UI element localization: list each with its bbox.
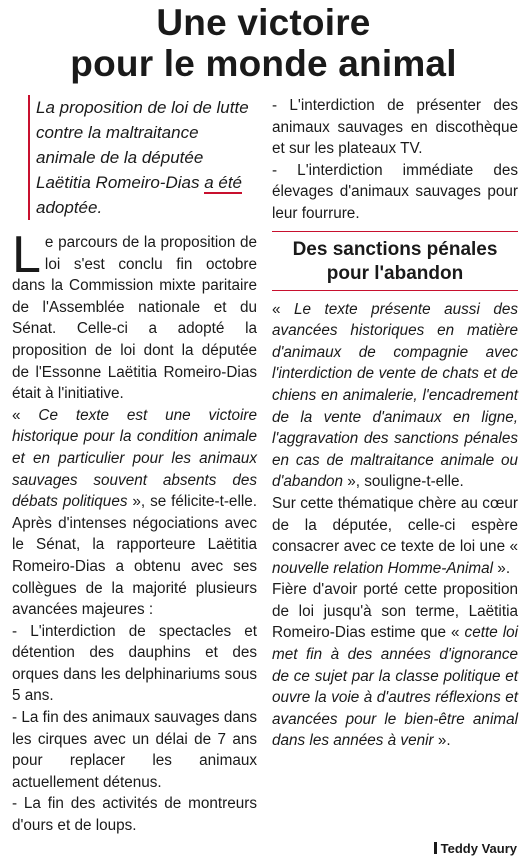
column-left [12,95,257,837]
quote-open: « [272,300,294,318]
section2-paragraph-2-end: ». [493,559,511,577]
list-item: - La fin des activités de montreurs d'ours et de loups. [12,795,257,835]
subheading-line-1: Des sanctions pénales [292,238,498,260]
list-item: - L'interdiction de spectacles et détention des dauphins et des orques dans les delphinariums sous 5 ans. [12,622,257,705]
section2-paragraph-3 [272,579,518,752]
column-right [272,95,518,752]
list-item: - L'interdiction de présenter des animaux sauvages en discothèque et sur les plateaux TV. [272,97,518,158]
body-paragraph-2 [12,405,257,621]
section2-quote-3: cette loi met fin à des années d'ignorance de ce sujet par la classe politique et ouvre la voie à d'autres réflexions et avancées pour le bien-être animal dans les années à venir [272,624,519,750]
body-paragraph-2-text: », se félicite-t-elle. Après d'intenses négociations avec le Sénat, la rapporteure Laëtitia Romeiro-Dias a obtenu avec ses collègues de la majorité plusieurs avancées majeures : [12,493,257,619]
section2-quote-1: Le texte présente aussi des avancées historiques en matière d'animaux de compagnie avec l'interdiction de vente de chats et de chiens en animalerie, l'encadrement de la vente d'animaux en ligne, l'aggravation des sanctions pénales en cas de maltraitance animale ou d'abandon [272,300,518,491]
section2-paragraph-3-text: Fière d'avoir porté cette proposition de loi jusqu'à son terme, Laëtitia Romeiro-Dias estime que « [272,581,518,642]
section2-quote-2: nouvelle relation Homme-Animal [272,559,494,577]
byline [434,841,517,856]
subheading-line-2: pour l'abandon [326,262,464,284]
lede-text-before: La proposition de loi de lutte contre la maltraitance animale de la députée Laëtitia Romeiro-Dias [36,98,249,192]
section2-paragraph-1 [272,299,518,493]
headline-line-2: pour le monde animal [70,43,457,84]
section2-paragraph-2 [272,493,518,579]
headline-line-1: Une victoire [156,2,371,43]
byline-marker [434,842,437,854]
byline-author: Teddy Vaury [440,841,517,856]
drop-cap: L [12,226,41,284]
body-paragraph-1 [12,226,257,405]
list-item: - La fin des animaux sauvages dans les cirques avec un délai de 7 ans pour replacer les animaux actuellement détenus. [12,709,257,791]
section2-paragraph-1-text: », souligne-t-elle. [342,473,464,491]
quote-open: « [12,406,39,424]
body-paragraph-1-text: e parcours de la proposition de loi s'est conclu fin octobre dans la Commission mixte paritaire de l'Assemblée nationale et du Sénat. Celle-ci a adopté la proposition de loi dont la députée de l'Essonne Laëtitia Romeiro-Dias était à l'initiative. [12,234,257,403]
body-quote-1: Ce texte est une victoire historique pour la condition animale et en particulier pour les animaux sauvages souvent absents des débats politiques [12,406,257,511]
subheading [272,231,518,291]
lede-text-after: adoptée. [36,198,103,217]
lede-highlight: a été [204,173,242,192]
lede [28,95,257,220]
section2-paragraph-2-text: Sur cette thématique chère au cœur de la députée, celle-ci espère consacrer avec ce texte de loi une « [272,494,518,556]
list-item: - L'interdiction immédiate des élevages d'animaux sauvages pour leur fourrure. [272,161,518,222]
section2-paragraph-3-end: ». [433,732,451,750]
headline [0,2,527,84]
